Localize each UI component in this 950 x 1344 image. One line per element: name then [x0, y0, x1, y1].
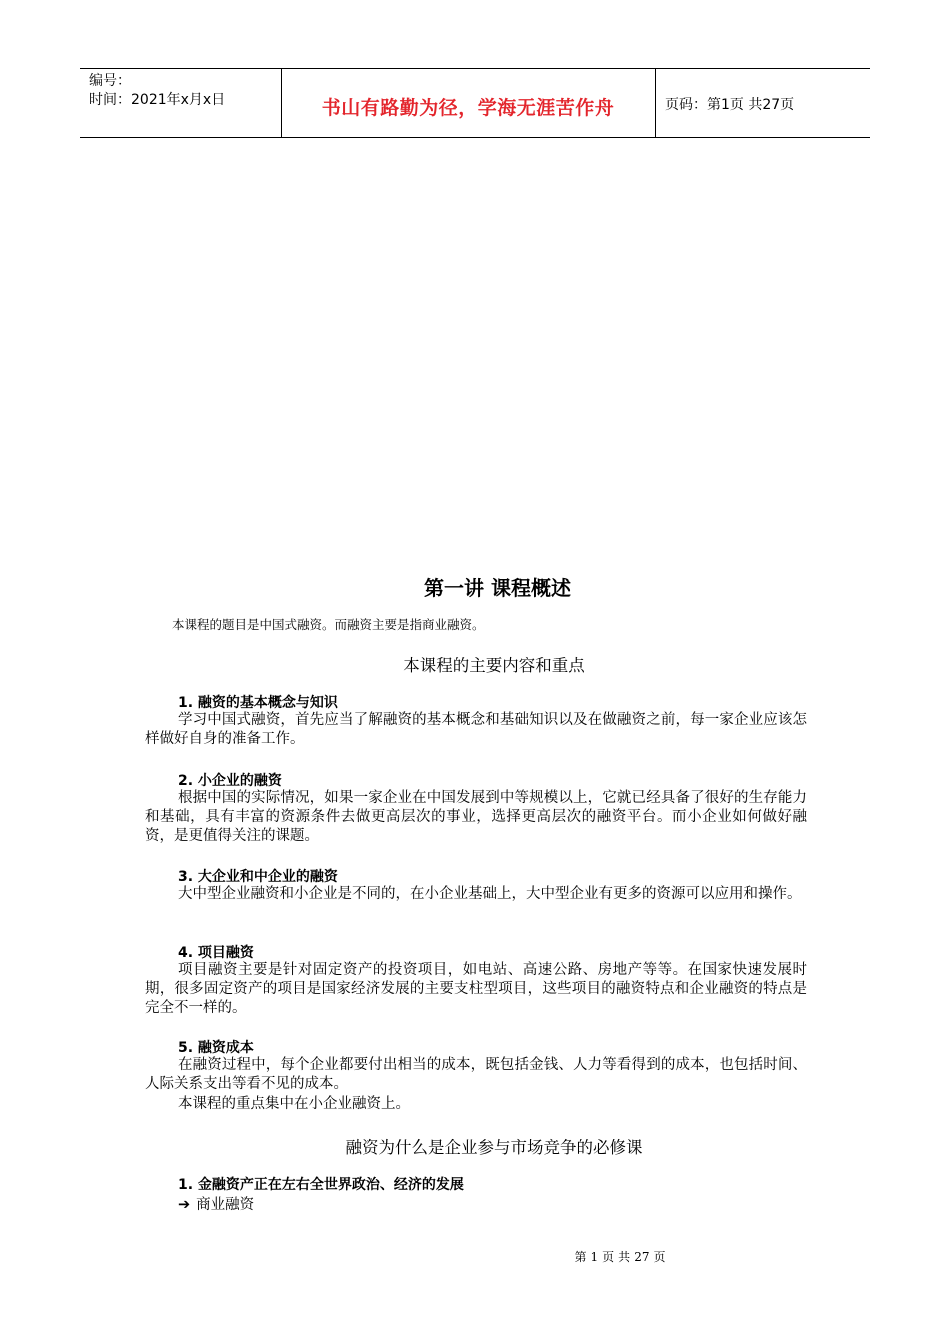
footer-total-unit: 页	[653, 1250, 666, 1264]
section-heading-content: 本课程的主要内容和重点	[403, 656, 585, 675]
item-text-4: 项目融资主要是针对固定资产的投资项目，如电站、高速公路、房地产等等。在国家快速发展时期，很多固定资产的项目是国家经济发展的主要支柱型项目，这些项目的融资特点和企业融资的特点是完全不一样的。	[145, 962, 807, 1016]
bullet-item	[178, 1193, 254, 1214]
focus-text: 本课程的重点集中在小企业融资上。	[178, 1096, 410, 1112]
serial-label: 编号：	[89, 73, 131, 89]
footer-page-num: 1	[590, 1250, 599, 1264]
item-heading-2: 2. 小企业的融资	[178, 773, 282, 789]
item-text-5: 在融资过程中，每个企业都要付出相当的成本，既包括金钱、人力等看得到的成本，也包括时间、人际关系支出等看不见的成本。	[145, 1057, 807, 1092]
item-heading-finance: 1. 金融资产正在左右全世界政治、经济的发展	[178, 1177, 464, 1193]
item-text-2: 根据中国的实际情况，如果一家企业在中国发展到中等规模以上，它就已经具备了很好的生存能力和基础，具有丰富的资源条件去做更高层次的事业，选择更高层次的融资平台。而小企业如何做好融资，是更值得关注的课题。	[145, 790, 807, 844]
item-heading-5: 5. 融资成本	[178, 1040, 254, 1056]
footer-total-num: 27	[634, 1250, 650, 1264]
arrow-right-icon: ➔	[178, 1197, 191, 1213]
item-heading-1: 1. 融资的基本概念与知识	[178, 695, 338, 711]
section-heading-why: 融资为什么是企业参与市场竞争的必修课	[345, 1138, 643, 1157]
item-heading-4: 4. 项目融资	[178, 945, 254, 961]
footer-total-word: 共	[618, 1250, 631, 1264]
intro-text: 本课程的题目是中国式融资。而融资主要是指商业融资。	[172, 617, 485, 632]
page-footer	[0, 1248, 950, 1265]
footer-page-unit: 页	[602, 1250, 615, 1264]
header-meta	[89, 72, 225, 110]
item-text-1: 学习中国式融资，首先应当了解融资的基本概念和基础知识以及在做融资之前，每一家企业应该怎样做好自身的准备工作。	[145, 712, 807, 747]
header-motto: 书山有路勤为径，学海无涯苦作舟	[321, 97, 615, 119]
time-label: 时间：2021年x月x日	[89, 92, 226, 108]
item-heading-3: 3. 大企业和中企业的融资	[178, 869, 338, 885]
lecture-title: 第一讲 课程概述	[424, 576, 571, 600]
header-page-info: 页码：第1页 共27页	[665, 97, 795, 113]
document-header	[80, 68, 870, 138]
footer-page-word: 第	[574, 1250, 587, 1264]
item-text-3: 大中型企业融资和小企业是不同的，在小企业基础上，大中型企业有更多的资源可以应用和操作。	[178, 886, 802, 902]
bullet-text: 商业融资	[196, 1197, 255, 1213]
header-divider	[655, 69, 656, 137]
